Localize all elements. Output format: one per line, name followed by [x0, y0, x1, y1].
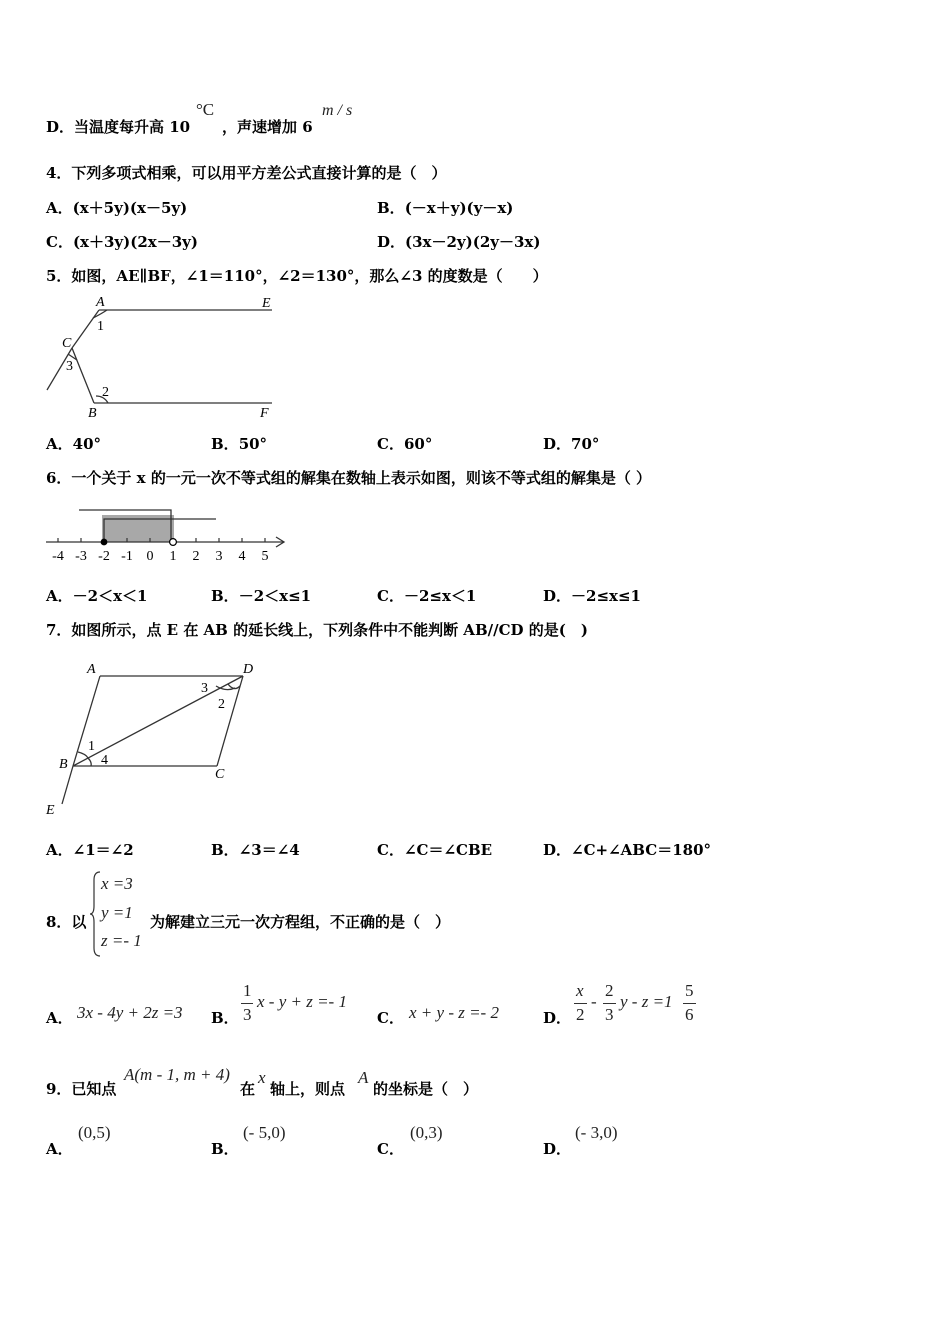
- q5-stem: 5．如图，AE∥BF，∠1＝110°，∠2＝130°，那么∠3 的度数是（ ）: [46, 267, 548, 285]
- tick-label: 3: [215, 549, 223, 564]
- angle-2-label: 2: [218, 697, 225, 712]
- option-text: (x＋3y)(2x－3y): [72, 233, 198, 251]
- frac-bar: [241, 1003, 253, 1004]
- tick-label: 4: [238, 549, 246, 564]
- q6-option-d: [543, 585, 641, 606]
- q6-option-a: [46, 585, 147, 606]
- q9-option-b: (- 5,0): [243, 1123, 286, 1142]
- q9-option-a-label: A．: [46, 1140, 73, 1158]
- q9-mid1: 在: [240, 1080, 256, 1098]
- frac1-denominator: 2: [576, 1005, 585, 1024]
- q9-option-a: (0,5): [78, 1123, 111, 1142]
- q7-option-c: [377, 839, 492, 860]
- system-eq-1: x =3: [101, 874, 133, 893]
- tick-label: -3: [75, 549, 87, 564]
- label-b: B: [59, 757, 68, 772]
- angle-4-arc: [88, 758, 91, 766]
- mixed-denominator: 6: [685, 1005, 694, 1024]
- q8-option-d-eq: y - z =1: [620, 992, 673, 1011]
- option-label: A．: [46, 587, 73, 605]
- minus-sign: -: [591, 992, 597, 1011]
- system-eq-2: y =1: [101, 903, 133, 922]
- segment-bd: [73, 676, 243, 766]
- q4-stem: 4．下列多项式相乘，可以用平方差公式直接计算的是（ ）: [46, 164, 447, 182]
- frac1-bar: [574, 1003, 587, 1004]
- option-label: C．: [377, 841, 404, 859]
- q8-option-b-label: B．: [211, 1009, 239, 1027]
- option-text: 50°: [238, 435, 268, 453]
- option-text: －2≤x≤1: [571, 587, 641, 605]
- q3-option-d: [46, 116, 190, 137]
- label-e: E: [262, 296, 271, 311]
- label-d: D: [243, 662, 254, 677]
- option-text: －2＜x≤1: [238, 587, 312, 605]
- angle-2-arc: [228, 684, 240, 689]
- label-a: A: [87, 662, 96, 677]
- option-text: ∠C+∠ABC＝180°: [571, 841, 712, 859]
- unit-speed: m / s: [322, 102, 353, 119]
- angle-1-label: 1: [97, 319, 104, 334]
- option-text: ∠C＝∠CBE: [403, 841, 493, 859]
- frac2-denominator: 3: [605, 1005, 614, 1024]
- q7-figure: [40, 656, 270, 818]
- q7-option-a: [46, 839, 134, 860]
- tick-label: 1: [169, 549, 177, 564]
- option-label: B．: [211, 435, 239, 453]
- q9-option-d-label: D．: [543, 1140, 572, 1158]
- angle-1-label: 1: [88, 739, 95, 754]
- tick-label: 0: [146, 549, 154, 564]
- q5-option-a: [46, 433, 101, 454]
- label-a: A: [96, 295, 105, 310]
- option-text: ∠1＝∠2: [72, 841, 134, 859]
- mixed-bar: [683, 1003, 696, 1004]
- q8-option-a-eq: 3x - 4y + 2z =3: [77, 1003, 183, 1022]
- segment-cb: [72, 348, 94, 403]
- option-text: (－x＋y)(y－x): [404, 199, 514, 217]
- option-label: D．: [543, 435, 572, 453]
- option-label: A．: [46, 435, 73, 453]
- angle-3-label: 3: [66, 359, 73, 374]
- q9-suffix: 的坐标是（ ）: [373, 1080, 479, 1098]
- option-label: D．: [46, 118, 75, 136]
- q7-option-d: [543, 839, 711, 860]
- q9-option-c-label: C．: [377, 1140, 404, 1158]
- system-eq-3: z =- 1: [101, 931, 142, 950]
- option-label: A．: [46, 199, 73, 217]
- frac2-numerator: 2: [605, 981, 614, 1000]
- angle-1-arc: [93, 310, 107, 318]
- option-label: C．: [46, 233, 73, 251]
- tick-label: -4: [52, 549, 64, 564]
- q6-number-line: [44, 505, 290, 567]
- option-label: A．: [46, 841, 73, 859]
- angle-1-arc: [78, 752, 88, 758]
- label-e: E: [46, 803, 55, 818]
- system-brace: [88, 870, 102, 958]
- q8-option-b-eq: x - y + z =- 1: [257, 992, 347, 1011]
- q6-option-c: [377, 585, 476, 606]
- tick-label: 2: [192, 549, 200, 564]
- option-label: B．: [211, 587, 239, 605]
- q9-prefix: 9．已知点: [46, 1080, 117, 1098]
- q4-option-c: [46, 231, 198, 252]
- q9-mid2: 轴上，则点: [270, 1080, 346, 1098]
- q8-suffix: 为解建立三元一次方程组，不正确的是（ ）: [150, 913, 451, 931]
- tick-label: -1: [121, 549, 133, 564]
- option-label: B．: [211, 841, 239, 859]
- segment-ac: [72, 310, 99, 348]
- q9-axis: x: [258, 1068, 266, 1087]
- tick-label: -2: [98, 549, 110, 564]
- angle-2-label: 2: [102, 385, 109, 400]
- q8-prefix: 8．以: [46, 913, 87, 931]
- q7-option-b: [211, 839, 300, 860]
- label-b: B: [88, 406, 97, 421]
- q9-pt: A: [358, 1068, 369, 1087]
- open-endpoint: [170, 539, 177, 546]
- q8-option-c-eq: x + y - z =- 2: [409, 1003, 499, 1022]
- option-label: C．: [377, 435, 404, 453]
- option-label: D．: [543, 841, 572, 859]
- option-text: 70°: [571, 435, 600, 453]
- label-c: C: [62, 336, 72, 351]
- option-label: B．: [377, 199, 405, 217]
- unit-celsius: °C: [196, 100, 215, 119]
- option-text: －2≤x＜1: [403, 587, 477, 605]
- q5-figure: [44, 290, 280, 422]
- q7-stem: 7．如图所示，点 E 在 AB 的延长线上，下列条件中不能判断 AB//CD 的是( ): [46, 621, 588, 639]
- angle-3-label: 3: [201, 681, 208, 696]
- q5-option-d: [543, 433, 599, 454]
- q5-option-c: [377, 433, 432, 454]
- frac1-numerator: x: [576, 981, 584, 1000]
- option-text: 当温度每升高 10: [74, 118, 191, 136]
- closed-endpoint: [101, 539, 108, 546]
- segment-ab: [73, 676, 100, 766]
- q4-option-a: [46, 197, 187, 218]
- tick-label: 5: [261, 549, 269, 564]
- label-c: C: [215, 767, 225, 782]
- frac2-bar: [603, 1003, 616, 1004]
- q4-option-b: [377, 197, 513, 218]
- frac-denominator: 3: [243, 1005, 252, 1024]
- option-text: (x＋5y)(x－5y): [72, 199, 188, 217]
- q9-option-b-label: B．: [211, 1140, 239, 1158]
- q6-option-b: [211, 585, 311, 606]
- q3-option-d-rest: ，声速增加 6: [222, 118, 313, 136]
- option-text: 60°: [403, 435, 433, 453]
- q9-option-d: (- 3,0): [575, 1123, 618, 1142]
- q4-option-d: [377, 231, 540, 252]
- q8-option-c-label: C．: [377, 1009, 404, 1027]
- option-text: (3x－2y)(2y－3x): [405, 233, 541, 251]
- angle-4-label: 4: [101, 753, 108, 768]
- option-text: ∠3＝∠4: [238, 841, 300, 859]
- frac-numerator: 1: [243, 981, 252, 1000]
- q6-stem: 6．一个关于 x 的一元一次不等式组的解集在数轴上表示如图，则该不等式组的解集是（ ）: [46, 469, 652, 487]
- option-text: －2＜x＜1: [72, 587, 148, 605]
- q5-option-b: [211, 433, 267, 454]
- q9-option-c: (0,3): [410, 1123, 443, 1142]
- option-text: 40°: [72, 435, 102, 453]
- q8-option-a-label: A．: [46, 1009, 73, 1027]
- option-label: D．: [543, 587, 572, 605]
- label-f: F: [260, 406, 269, 421]
- option-label: C．: [377, 587, 404, 605]
- q8-option-d-label: D．: [543, 1009, 572, 1027]
- q9-point: A(m - 1, m + 4): [124, 1065, 230, 1084]
- option-label: D．: [377, 233, 406, 251]
- mixed-numerator: 5: [685, 981, 694, 1000]
